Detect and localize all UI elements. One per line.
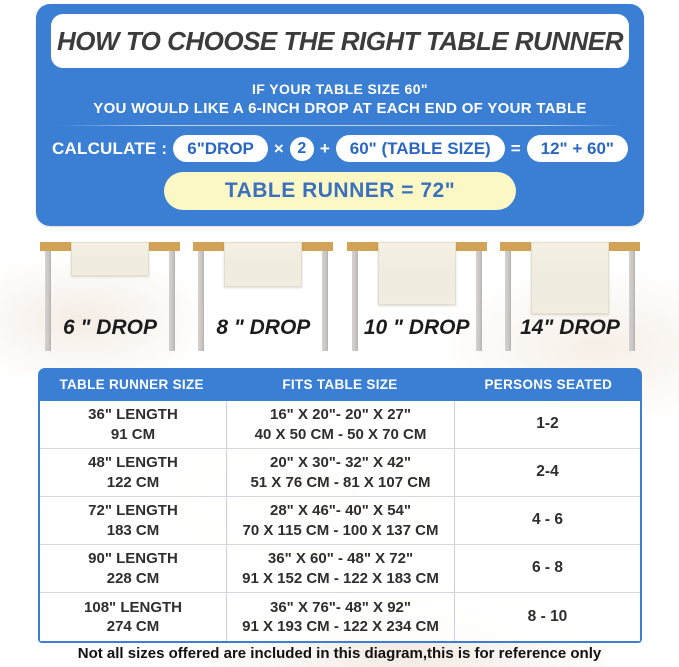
- table-runner-drape: [71, 242, 149, 276]
- title-box: [51, 14, 629, 68]
- table-figure-8in: [193, 226, 333, 366]
- drop-label: 10 " DROP: [363, 316, 470, 339]
- result-pill: 12" + 60": [527, 135, 628, 162]
- table-runner-drape: [531, 242, 609, 314]
- persons-cell: 1-2: [454, 401, 640, 448]
- persons-cell: 8 - 10: [454, 593, 640, 641]
- persons-cell: 2-4: [454, 449, 640, 496]
- runner-size-cell: 48" LENGTH 122 CM: [88, 454, 178, 491]
- table-runner-drape: [378, 242, 456, 305]
- drop-illustrations: [40, 226, 640, 366]
- header-card: [36, 4, 644, 226]
- page-title: HOW TO CHOOSE THE RIGHT TABLE RUNNER: [56, 25, 624, 56]
- table-row: [40, 449, 640, 497]
- drop-label: 14" DROP: [520, 316, 620, 339]
- formula-row: [52, 135, 628, 162]
- runner-result-pill: TABLE RUNNER = 72": [164, 172, 516, 210]
- multiply-sign: ×: [273, 138, 284, 158]
- fits-table-cell: 36" X 60" - 48" X 72" 91 X 152 CM - 122 X 183 CM: [226, 545, 454, 592]
- table-size-pill: 60" (TABLE SIZE): [336, 135, 505, 162]
- drop-label: 6 " DROP: [63, 316, 157, 339]
- divider-line: [58, 125, 623, 126]
- table-figure-14in: [500, 226, 640, 366]
- drop-pill: 6"DROP: [173, 135, 268, 162]
- size-table: [38, 368, 642, 643]
- fits-table-cell: 20" X 30"- 32" X 42" 51 X 76 CM - 81 X 107 CM: [226, 449, 454, 496]
- multiplier-badge: 2: [290, 137, 314, 161]
- table-row: [40, 545, 640, 593]
- calculate-label: CALCULATE :: [52, 138, 168, 158]
- drop-label: 8 " DROP: [216, 316, 311, 339]
- runner-size-cell: 108" LENGTH 274 CM: [84, 598, 182, 635]
- column-header-persons: PERSONS SEATED: [484, 377, 613, 392]
- persons-cell: 6 - 8: [454, 545, 640, 592]
- table-row: [40, 401, 640, 449]
- column-header-runner-size: TABLE RUNNER SIZE: [59, 377, 204, 392]
- table-row: [40, 593, 640, 641]
- table-runner-drape: [224, 242, 302, 287]
- size-table-header: [38, 368, 642, 401]
- size-table-body: [38, 401, 642, 643]
- persons-cell: 4 - 6: [454, 497, 640, 544]
- disclaimer-note: Not all sizes offered are included in this diagram,this is for reference only: [77, 645, 602, 662]
- fits-table-cell: 16" X 20"- 20" X 27" 40 X 50 CM - 50 X 70 CM: [226, 401, 454, 448]
- subtitle-line1: IF YOUR TABLE SIZE 60": [252, 81, 428, 97]
- runner-size-cell: 90" LENGTH 228 CM: [88, 550, 178, 587]
- table-figure-6in: [40, 226, 180, 366]
- equals-sign: =: [510, 138, 521, 158]
- runner-size-cell: 36" LENGTH 91 CM: [88, 406, 178, 443]
- table-row: [40, 497, 640, 545]
- column-header-fits-table: FITS TABLE SIZE: [282, 377, 398, 392]
- runner-size-cell: 72" LENGTH 183 CM: [88, 502, 178, 539]
- fits-table-cell: 36" X 76"- 48" X 92" 91 X 193 CM - 122 X 234 CM: [226, 593, 454, 641]
- subtitle-line2: YOU WOULD LIKE A 6-INCH DROP AT EACH END OF YOUR TABLE: [93, 100, 587, 117]
- plus-sign: +: [319, 138, 330, 158]
- fits-table-cell: 28" X 46"- 40" X 54" 70 X 115 CM - 100 X 137 CM: [226, 497, 454, 544]
- table-figure-10in: [347, 226, 487, 366]
